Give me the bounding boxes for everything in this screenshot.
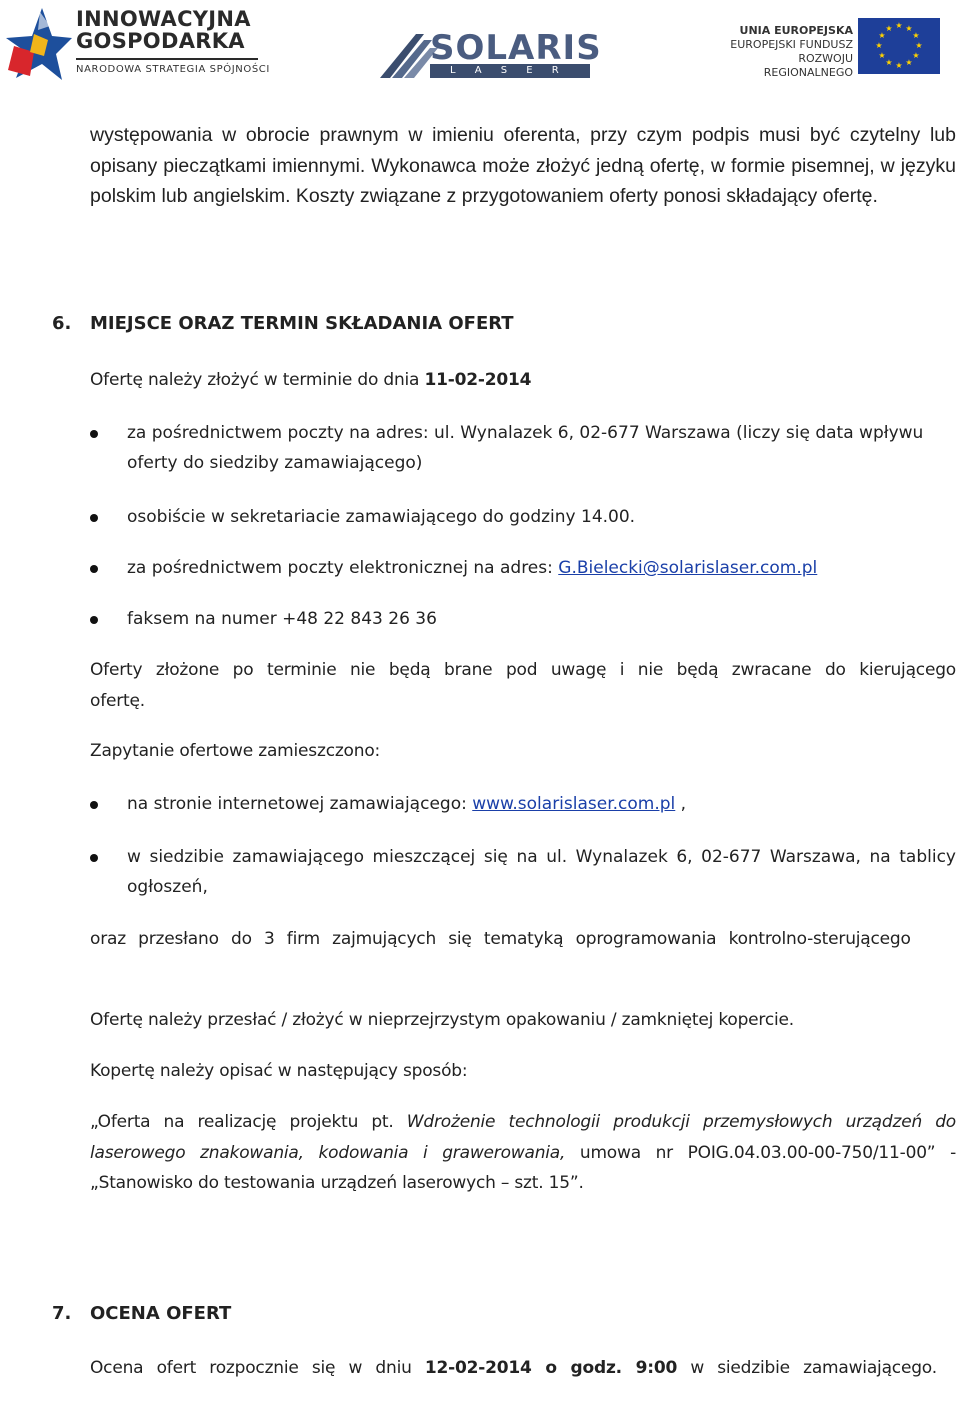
star-logo-icon	[4, 6, 74, 84]
eu-line2: EUROPEJSKI FUNDUSZ	[730, 38, 853, 51]
solaris-laser-logo	[380, 28, 602, 82]
bullet-icon	[90, 430, 98, 438]
bullet-icon	[90, 616, 98, 624]
list-item	[90, 789, 956, 819]
svg-text:★: ★	[878, 51, 886, 60]
eu-logo	[712, 16, 942, 79]
svg-text:★: ★	[885, 24, 893, 33]
deadline-prefix: Ofertę należy złożyć w terminie do dnia	[90, 370, 425, 390]
solaris-subtitle: L A S E R	[450, 65, 567, 76]
section6-number: 6.	[52, 313, 72, 334]
svg-text:★: ★	[915, 41, 923, 50]
email-prefix: za pośrednictwem poczty elektronicznej na adres:	[127, 558, 559, 578]
evaluation-paragraph	[90, 1353, 956, 1384]
list-item	[90, 502, 956, 532]
list-item	[90, 842, 956, 902]
bullet-icon	[90, 854, 98, 862]
email-link[interactable]: G.Bielecki@solarislaser.com.pl	[558, 558, 818, 578]
list-item	[90, 553, 956, 583]
ig-line1: INNOWACYJNA	[76, 7, 251, 31]
ig-subtitle: NARODOWA STRATEGIA SPÓJNOŚCI	[76, 64, 270, 75]
website-link[interactable]: www.solarislaser.com.pl	[472, 794, 676, 814]
ig-line2: GOSPODARKA	[76, 29, 245, 53]
ig-divider	[76, 58, 258, 60]
bullet-icon	[90, 801, 98, 809]
bullet-icon	[90, 565, 98, 573]
svg-text:★: ★	[885, 58, 893, 67]
deadline-date: 11-02-2014	[424, 370, 532, 390]
deadline-line	[90, 365, 956, 396]
section7-number: 7.	[52, 1303, 72, 1324]
published-label: Zapytanie ofertowe zamieszczono:	[90, 741, 381, 761]
eval-prefix: Ocena ofert rozpocznie się w dniu	[90, 1358, 425, 1378]
fax-text: faksem na numer +48 22 843 26 36	[127, 609, 437, 629]
svg-text:★: ★	[905, 24, 913, 33]
web-suffix: ,	[675, 794, 687, 814]
web-prefix: na stronie internetowej zamawiającego:	[127, 794, 473, 814]
svg-text:★: ★	[895, 21, 903, 30]
eu-flag-icon	[858, 18, 940, 74]
bullet-icon	[90, 514, 98, 522]
envelope-paragraph: Ofertę należy przesłać / złożyć w nieprzejrzystym opakowaniu / zamkniętej kopercie.	[90, 1010, 794, 1030]
section7-title: OCENA OFERT	[90, 1303, 232, 1324]
svg-text:★: ★	[878, 31, 886, 40]
label-part1: „Oferta na realizację projektu pt.	[90, 1112, 407, 1132]
eu-line3: ROZWOJU REGIONALNEGO	[763, 52, 853, 79]
svg-text:★: ★	[905, 58, 913, 67]
eval-date: 12-02-2014	[424, 1358, 532, 1378]
innowacyjna-gospodarka-logo	[4, 6, 270, 84]
list-item	[90, 418, 956, 478]
bullet-text: za pośrednictwem poczty na adres: ul. Wynalazek 6, 02-677 Warszawa (liczy się data wpływu oferty do siedziby zamawiającego)	[127, 423, 924, 473]
seat-text: w siedzibie zamawiającego mieszczącej się na ul. Wynalazek 6, 02-677 Warszawa, na tablicy ogłoszeń,	[127, 847, 956, 897]
describe-paragraph: Kopertę należy opisać w następujący sposób:	[90, 1061, 468, 1081]
intro-paragraph: występowania w obrocie prawnym w imieniu oferenta, przy czym podpis musi być czytelny lub opisany pieczątkami imiennymi. Wykonawca może złożyć jedną ofertę, w formie pisemnej, w języku polskim lub angielskim. Koszty związane z przygotowaniem oferty ponosi składający ofertę.	[90, 124, 956, 207]
bullet-text: osobiście w sekretariacie zamawiającego do godziny 14.00.	[127, 507, 636, 527]
sent-paragraph: oraz przesłano do 3 firm zajmujących się tematyką oprogramowania kontrolno-sterującego	[90, 929, 911, 949]
solaris-wordmark: SOLARIS	[430, 28, 602, 68]
list-item	[90, 604, 956, 634]
eu-line1: UNIA EUROPEJSKA	[739, 24, 853, 37]
eval-time: 9:00	[635, 1358, 678, 1378]
svg-text:★: ★	[912, 51, 920, 60]
svg-text:★: ★	[912, 31, 920, 40]
eval-suffix: w siedzibie zamawiającego.	[677, 1358, 937, 1378]
late-offers-paragraph: Oferty złożone po terminie nie będą brane pod uwagę i nie będą zwracane do kierującego ofertę.	[90, 660, 956, 711]
eval-mid: o godz.	[531, 1358, 636, 1378]
svg-text:★: ★	[875, 41, 883, 50]
envelope-label-paragraph	[90, 1107, 956, 1199]
svg-text:★: ★	[895, 61, 903, 70]
label-part2: umowa nr POIG.04.03.00-00-750/11-00” -„Stanowisko do testowania urządzeń laserowych – szt. 15”.	[90, 1142, 957, 1193]
project-title: Wdrożenie technologii produkcji przemysłowych urządzeń do laserowego znakowania, kodowania i grawerowania,	[90, 1112, 956, 1163]
section6-title: MIEJSCE ORAZ TERMIN SKŁADANIA OFERT	[90, 313, 514, 334]
